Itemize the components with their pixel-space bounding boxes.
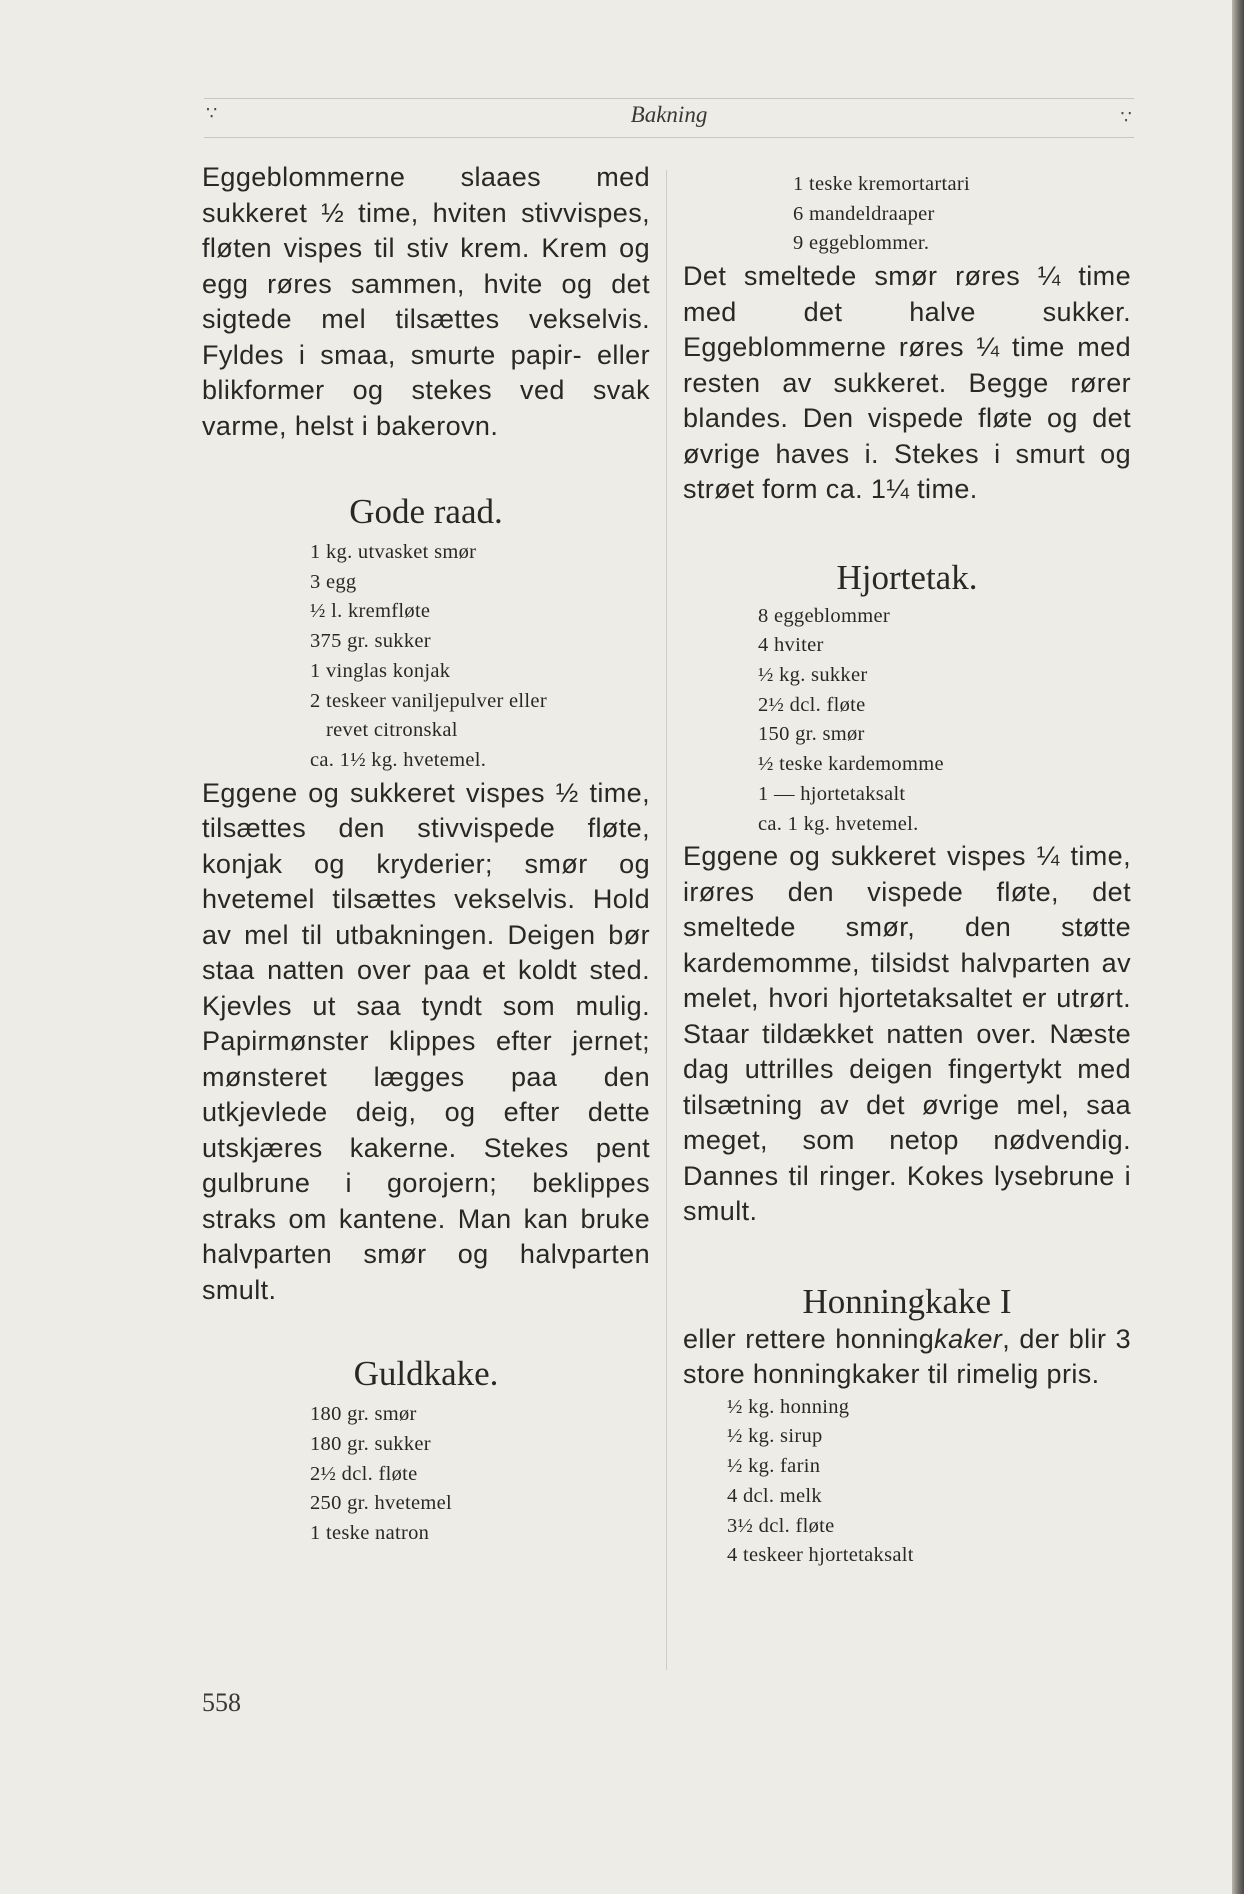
- ingredient-list-hjortetak: [683, 602, 1131, 840]
- ingredient-item: ½ kg. sukker: [758, 664, 868, 687]
- instructions-hjortetak: Eggene og sukkeret vispes ¼ time, irøres den vispede fløte, det smeltede smør, den støtte kardemomme, tilsidst halvparten av melet, hvori hjortetaksaltet er utrørt. Staar tildækket natten over. Næste dag uttrilles deigen fingertykt med tilsætning av det øvrige mel, saa meget, som netop nødvendig. Dannes til ringer. Kokes lysebrune i smult.: [683, 841, 1131, 1227]
- ingredient-list-gode-raad: [202, 538, 650, 776]
- ingredient-item: 2½ dcl. fløte: [310, 1462, 418, 1485]
- running-title: Bakning: [630, 102, 708, 127]
- book-edge: [1232, 0, 1244, 1894]
- ingredient-item: 1 teske natron: [310, 1521, 430, 1544]
- ingredient-item: 3 egg: [310, 570, 357, 593]
- ingredient-item: ca. 1 kg. hvetemel.: [758, 812, 919, 835]
- intro-honningkake: [683, 1322, 1131, 1393]
- ingredient-item: ½ kg. sirup: [727, 1425, 823, 1448]
- ingredient-item: ½ teske kardemomme: [758, 753, 944, 776]
- ingredient-list-guldkake-cont: [683, 170, 1131, 259]
- ingredient-item: 8 eggeblommer: [758, 604, 890, 627]
- page-number: 558: [202, 1688, 241, 1717]
- running-header: [204, 98, 1134, 138]
- ingredient-item: revet citronskal: [326, 719, 458, 742]
- recipe-title-guldkake: Guldkake.: [353, 1354, 499, 1394]
- ingredient-item: 250 gr. hvetemel: [310, 1492, 453, 1515]
- right-column: [683, 170, 1131, 1571]
- ingredient-item: ½ kg. honning: [727, 1395, 850, 1418]
- ingredient-item: 2 teskeer vaniljepulver eller: [310, 689, 547, 712]
- intro-paragraph: Eggeblommerne slaaes med sukkeret ½ time, hviten stivvispes, fløten vispes til stiv krem. Krem og egg røres sammen, hvite og det sigtede mel tilsættes vekselvis. Fyldes i smaa, smurte papir- eller blikformer og stekes ved svak varme, helst i bakerovn.: [202, 162, 650, 441]
- intro-italic-text: kaker: [934, 1323, 1003, 1354]
- intro-text: , der blir 3 store honningkaker til rimelig pris.: [683, 1323, 1131, 1390]
- ingredient-item: ca. 1½ kg. hvetemel.: [310, 748, 487, 771]
- ingredient-item: 4 teskeer hjortetaksalt: [727, 1544, 914, 1567]
- recipe-title-honningkake: Honningkake I: [802, 1281, 1012, 1321]
- ingredient-item: 4 dcl. melk: [727, 1484, 822, 1507]
- ingredient-item: 375 gr. sukker: [310, 630, 431, 653]
- ingredient-item: 3½ dcl. fløte: [727, 1514, 835, 1537]
- column-divider: [666, 170, 667, 1670]
- ingredient-list-honningkake: [683, 1393, 1131, 1571]
- ingredient-item: ½ kg. farin: [727, 1455, 821, 1478]
- instructions-guldkake: Det smeltede smør røres ¼ time med det halve sukker. Eggeblommerne røres ¼ time med resten av sukkeret. Begge rører blandes. Den vispede fløte og det øvrige haves i. Stekes i smurt og strøet form ca. 1¼ time.: [683, 261, 1131, 505]
- left-column: [202, 160, 650, 1549]
- ingredient-item: 150 gr. smør: [758, 723, 865, 746]
- recipe-title-hjortetak: Hjortetak.: [836, 557, 978, 597]
- recipe-title-gode-raad: Gode raad.: [349, 492, 503, 531]
- ingredient-item: 180 gr. sukker: [310, 1432, 431, 1455]
- ingredient-item: 1 teske kremortartari: [793, 173, 971, 195]
- ingredient-item: 1 vinglas konjak: [310, 659, 451, 682]
- intro-text: eller rettere honning: [683, 1323, 935, 1354]
- ornament-right-icon: ∵: [1120, 107, 1132, 127]
- ingredient-item: 9 eggeblommer.: [793, 232, 930, 255]
- ornament-left-icon: ∵: [206, 103, 218, 123]
- ingredient-item: 1 — hjortetaksalt: [758, 782, 906, 805]
- instructions-gode-raad: Eggene og sukkeret vispes ½ time, tilsættes den stivvispede fløte, konjak og kryderier; smør og hvetemel tilsættes vekselvis. Hold av mel til utbakningen. Deigen bør staa natten over paa et koldt sted. Kjevles ut saa tyndt som mulig. Papirmønster klippes efter jernet; mønsteret lægges paa den utkjevlede deig, og efter dette utskjæres kakerne. Stekes pent gulbrune i gorojern; beklippes straks om kantene. Man kan bruke halvparten smør og halvparten smult.: [202, 777, 650, 1305]
- ingredient-item: ½ l. kremfløte: [310, 600, 431, 623]
- ingredient-item: 180 gr. smør: [310, 1403, 417, 1426]
- ingredient-list-guldkake: [202, 1400, 650, 1549]
- ingredient-item: 2½ dcl. fløte: [758, 693, 866, 716]
- ingredient-item: 1 kg. utvasket smør: [310, 541, 477, 563]
- ingredient-item: 6 mandeldraaper: [793, 202, 935, 225]
- ingredient-item: 4 hviter: [758, 634, 824, 657]
